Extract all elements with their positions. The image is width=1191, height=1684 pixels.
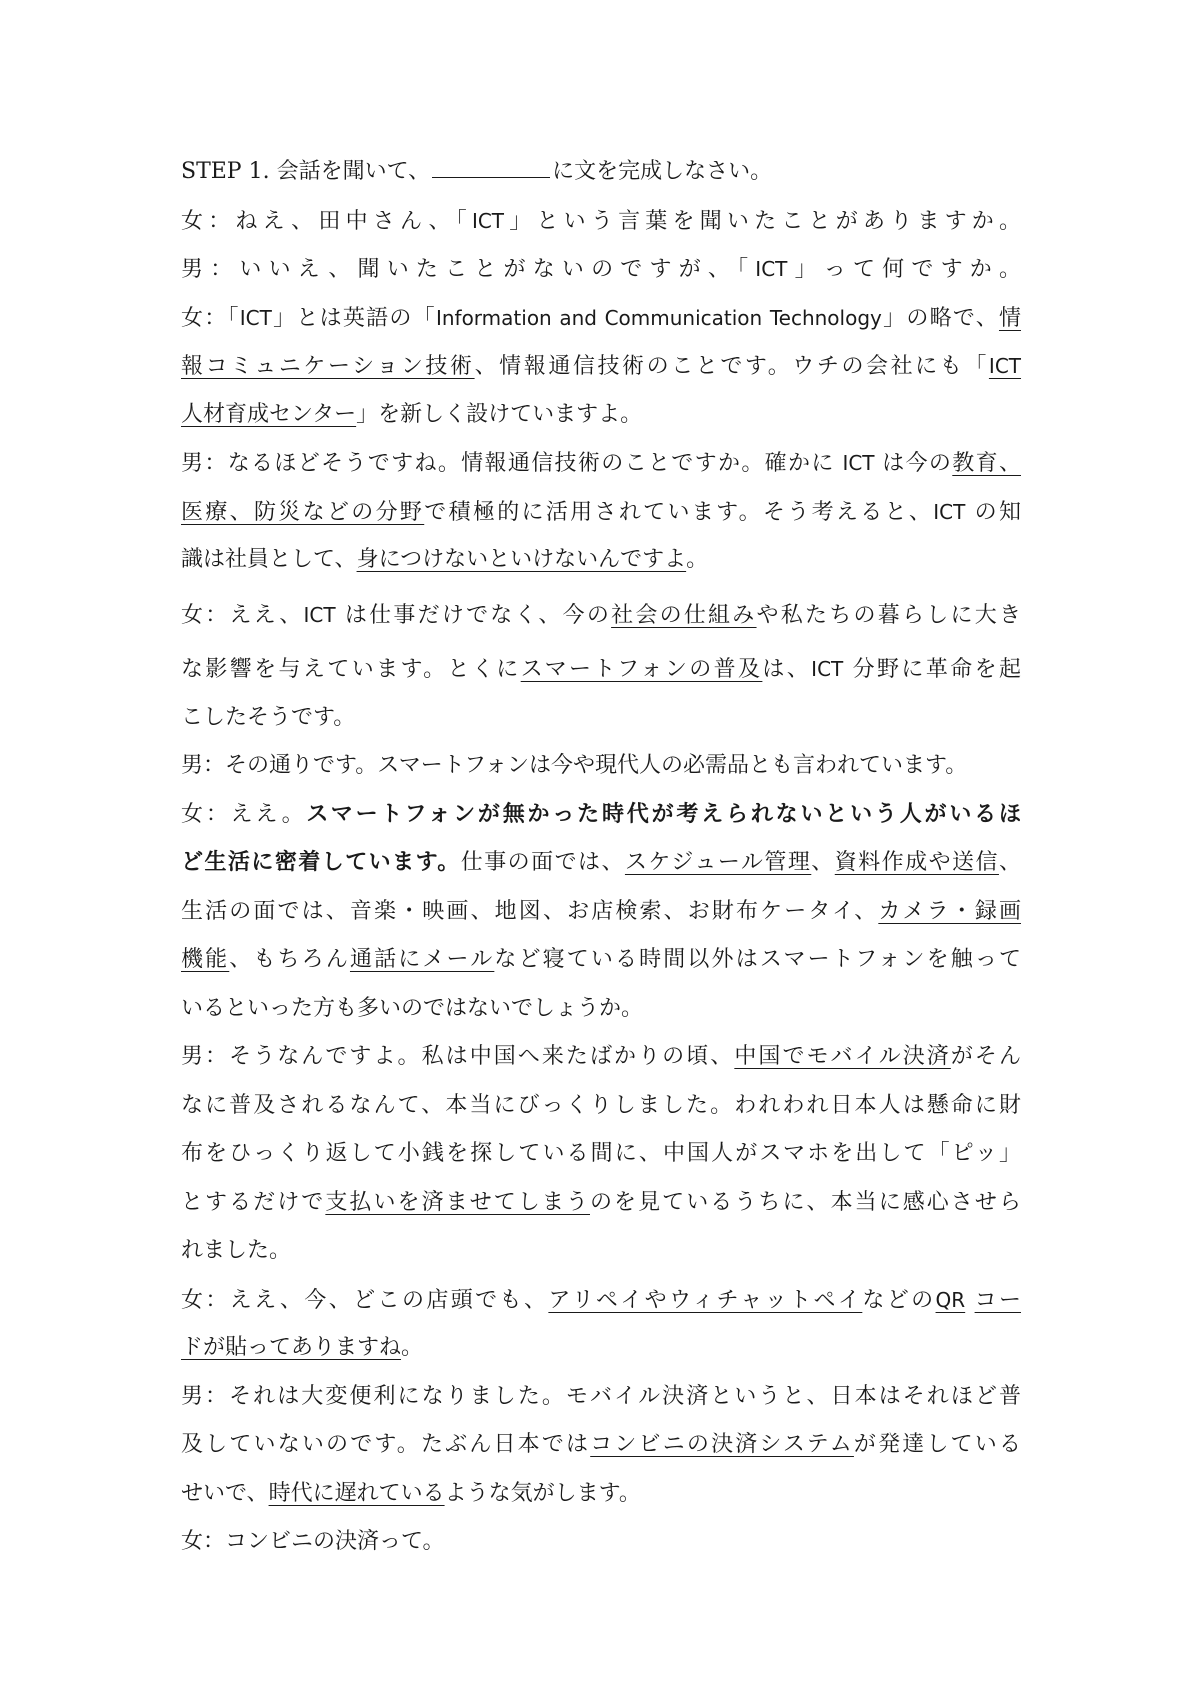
dialogue-line xyxy=(181,985,1021,1034)
text-segment: 女：ねえ、田中さん、「 xyxy=(181,208,472,234)
step-instruction xyxy=(181,148,1021,197)
text-segment: 」とは英語の「 xyxy=(271,305,436,331)
dialogue-line xyxy=(181,439,1021,488)
text-segment: コー xyxy=(974,1287,1021,1313)
dialogue-line xyxy=(181,1082,1021,1131)
text-segment: 女：ええ、今、どこの店頭でも、 xyxy=(181,1287,549,1313)
text-segment: 機能 xyxy=(181,947,230,972)
text-segment: こしたそうです。 xyxy=(181,704,356,730)
dialogue-line xyxy=(181,536,1021,585)
text-segment: 男：なるほどそうですね。情報通信技術のことですか。確かに xyxy=(181,451,835,476)
text-segment: スケジュール管理 xyxy=(624,850,812,875)
text-segment: コンビニの決済システム xyxy=(590,1432,854,1457)
text-segment: 、 xyxy=(998,850,1021,875)
dialogue-line xyxy=(181,294,1021,343)
text-segment: 中国でモバイル決済 xyxy=(734,1044,951,1069)
text-segment: 女：「 xyxy=(181,305,240,331)
dialogue-line xyxy=(181,1276,1021,1325)
instruction-prefix: STEP 1. 会話を聞いて、 xyxy=(181,159,431,184)
dialogue-line xyxy=(181,645,1021,694)
text-segment: 人材育成センター xyxy=(181,401,357,427)
instruction-suffix: に文を完成しなさい。 xyxy=(552,159,773,184)
text-segment: 男：いいえ、聞いたことがないのですが、「 xyxy=(181,257,756,282)
text-segment: ど生活に密着しています。 xyxy=(181,850,461,875)
text-segment: 教育、 xyxy=(952,451,1021,476)
dialogue-line xyxy=(181,1033,1021,1082)
text-segment: 。 xyxy=(401,1335,424,1360)
text-segment: 」の略で、 xyxy=(881,305,999,331)
text-segment: 布をひっくり返して小銭を探している間に、中国人がスマホを出して「ピッ」 xyxy=(181,1141,1021,1166)
text-segment: ICT xyxy=(303,602,336,627)
text-segment: 報コミュニケーション技術 xyxy=(181,354,475,379)
dialogue-line xyxy=(181,1470,1021,1519)
text-segment: ドが貼ってありますね xyxy=(181,1335,402,1360)
text-segment: で積極的に活用されています。そう考えると、 xyxy=(424,499,934,525)
text-segment: ICT xyxy=(755,257,788,281)
text-segment: 及していないのです。たぶん日本では xyxy=(181,1432,591,1457)
text-segment: 社会の仕組み xyxy=(611,602,757,628)
dialogue-line xyxy=(181,1421,1021,1470)
text-segment: ICT xyxy=(988,354,1022,378)
text-segment: れました。 xyxy=(181,1238,292,1263)
dialogue-line xyxy=(181,1227,1021,1276)
text-segment: 支払いを済ませてしまう xyxy=(325,1189,590,1215)
text-segment: 女：ええ、 xyxy=(181,602,304,628)
text-segment: が発達している xyxy=(853,1432,1021,1457)
text-segment: 」を新しく設けていますよ。 xyxy=(356,401,643,427)
text-segment: ICT xyxy=(471,208,505,233)
dialogue-line xyxy=(181,591,1021,640)
dialogue-line xyxy=(181,342,1021,391)
text-segment: 資料作成や送信 xyxy=(834,850,999,875)
dialogue-text xyxy=(181,197,1021,1567)
dialogue-line xyxy=(181,1518,1021,1567)
text-segment: 、もちろん xyxy=(229,947,350,972)
dialogue-line xyxy=(181,936,1021,985)
text-segment: 」という言葉を聞いたことがありますか。 xyxy=(504,208,1021,234)
text-segment: カメラ・録画 xyxy=(878,898,1021,924)
dialogue-line xyxy=(181,1373,1021,1422)
dialogue-line xyxy=(181,694,1021,743)
text-segment: 情 xyxy=(998,305,1021,331)
text-segment: な影響を与えています。とくに xyxy=(181,657,521,682)
text-segment: せいで、 xyxy=(181,1480,269,1506)
dialogue-line xyxy=(181,197,1021,246)
text-segment: や私たちの暮らしに大き xyxy=(756,602,1021,628)
dialogue-line xyxy=(181,488,1021,537)
text-segment: いるといった方も多いのではないでしょうか。 xyxy=(181,995,644,1021)
text-segment: ICT xyxy=(239,305,272,330)
dialogue-line xyxy=(181,245,1021,294)
text-segment: Information and Communication Technology xyxy=(435,305,882,330)
dialogue-line xyxy=(181,391,1021,440)
dialogue-line xyxy=(181,791,1021,840)
text-segment: 男：その通りです。スマートフォンは今や現代人の必需品とも言われています。 xyxy=(181,753,968,778)
text-segment: 時代に遅れている xyxy=(268,1480,445,1506)
text-segment: の知 xyxy=(965,499,1021,525)
text-segment: 、情報通信技術のことです。ウチの会社にも「 xyxy=(474,354,989,379)
dialogue-line xyxy=(181,1179,1021,1228)
text-segment: は仕事だけでなく、今の xyxy=(335,602,612,628)
text-segment: 男：それは大変便利になりました。モバイル決済というと、日本はそれほど普 xyxy=(181,1383,1021,1409)
document-page xyxy=(181,148,1021,1567)
dialogue-line xyxy=(181,888,1021,937)
text-segment: 医療、防災などの分野 xyxy=(181,499,425,525)
text-segment: スマートフォンの普及 xyxy=(520,657,763,682)
text-segment: など寝ている時間以外はスマートフォンを触って xyxy=(494,947,1021,972)
text-segment: などの xyxy=(862,1287,936,1313)
text-segment: 、 xyxy=(811,850,835,875)
dialogue-line xyxy=(181,1324,1021,1373)
answer-blank xyxy=(432,155,550,178)
dialogue-line xyxy=(181,839,1021,888)
text-segment: 通話にメール xyxy=(349,947,495,972)
text-segment: アリペイやウィチャットペイ xyxy=(548,1287,863,1313)
text-segment: 生活の面では、音楽・映画、地図、お店検索、お財布ケータイ、 xyxy=(181,898,879,924)
dialogue-line xyxy=(181,1130,1021,1179)
text-segment: 男：そうなんですよ。私は中国へ来たばかりの頃、 xyxy=(181,1044,735,1069)
text-segment: ICT xyxy=(834,451,883,475)
dialogue-line xyxy=(181,742,1021,791)
text-segment: 身につけないといけないんですよ xyxy=(356,547,687,572)
text-segment: なに普及されるなんて、本当にびっくりしました。われわれ日本人は懸命に財 xyxy=(181,1092,1021,1118)
text-segment: 女：コンビニの決済って。 xyxy=(181,1529,445,1554)
text-segment: とするだけで xyxy=(181,1189,326,1215)
text-segment: 。 xyxy=(686,547,709,572)
text-segment: は、 xyxy=(762,657,812,682)
text-segment: 分野に革命を起 xyxy=(843,657,1021,682)
text-segment: ICT xyxy=(933,499,966,524)
text-segment: 」って何ですか。 xyxy=(787,257,1021,282)
text-segment: ICT xyxy=(811,657,844,681)
text-segment: スマートフォンが無かった時代が考えられないという人がいるほ xyxy=(306,801,1021,827)
text-segment: がそん xyxy=(950,1044,1021,1069)
text-segment: 女：ええ。 xyxy=(181,801,307,827)
text-segment: は今の xyxy=(882,451,953,476)
text-segment: 識は社員として、 xyxy=(181,547,357,572)
text-segment: 仕事の面では、 xyxy=(460,850,625,875)
text-segment: ような気がします。 xyxy=(444,1480,641,1506)
text-segment xyxy=(965,1288,974,1313)
text-segment: QR xyxy=(935,1287,966,1312)
text-segment: のを見ているうちに、本当に感心させら xyxy=(590,1189,1021,1215)
